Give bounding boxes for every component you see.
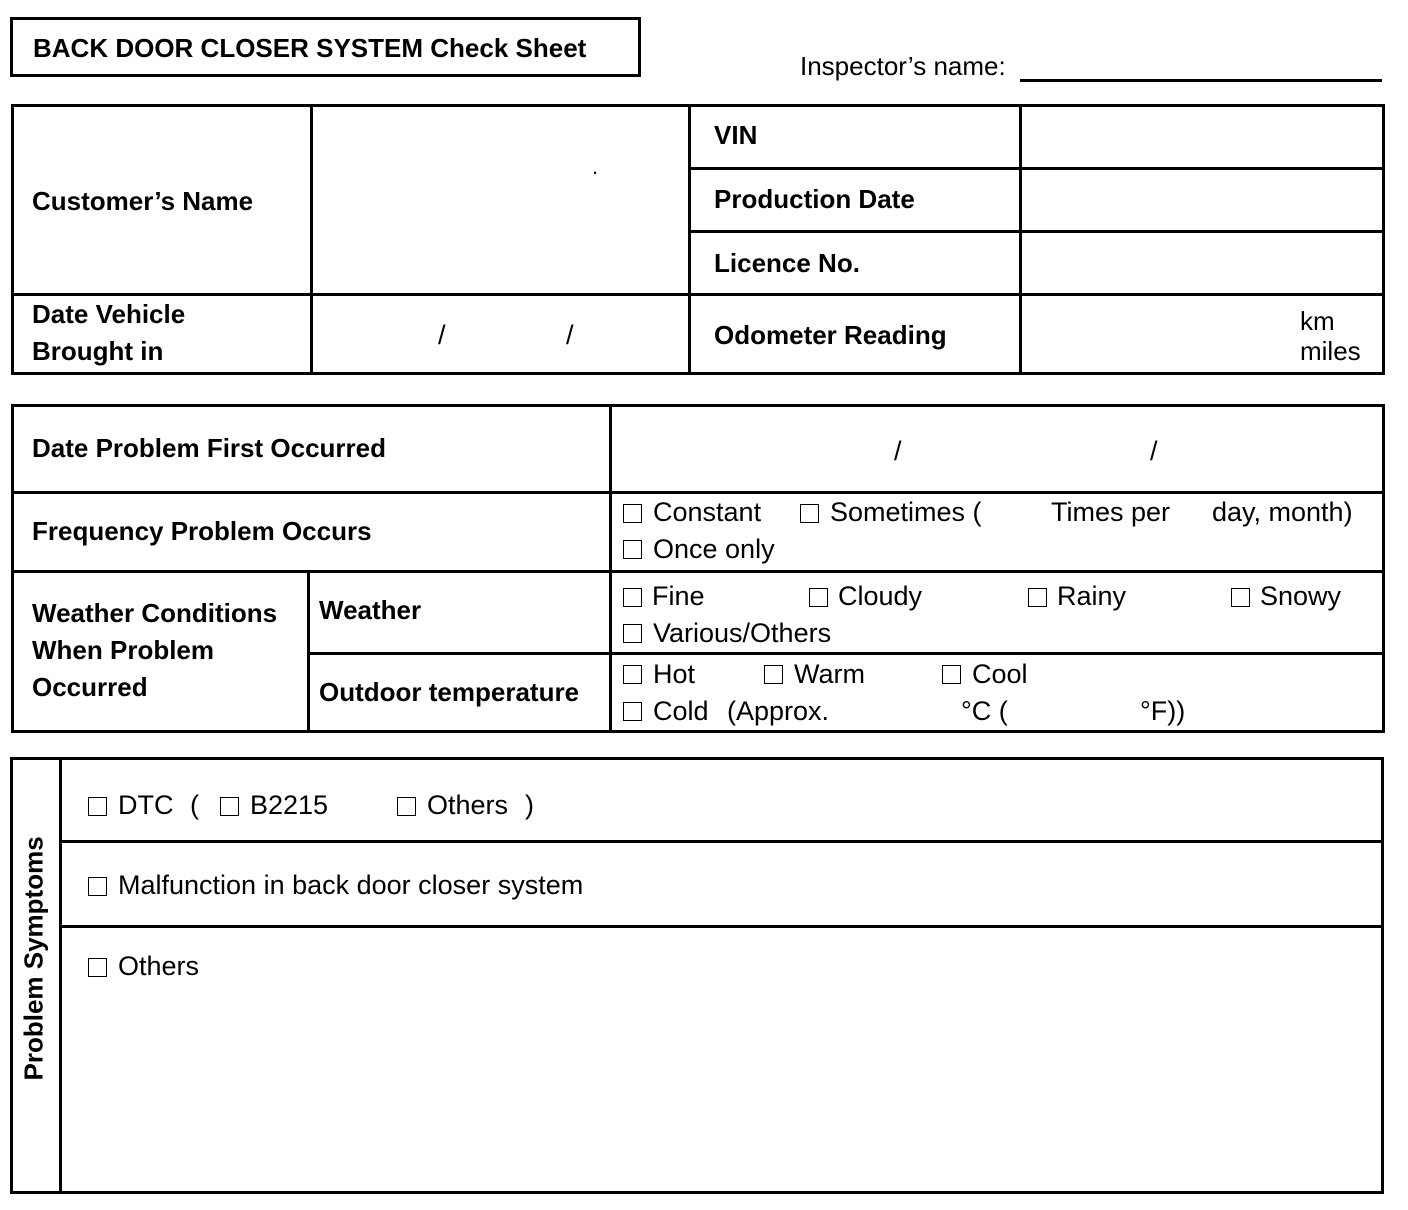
snowy-label: Snowy (1260, 581, 1342, 611)
various-label: Various/Others (653, 618, 832, 648)
dtc-checkbox[interactable] (88, 797, 107, 816)
production-date-label: Production Date (714, 184, 915, 214)
dtc-others-checkbox[interactable] (397, 797, 416, 816)
constant-label: Constant (653, 497, 762, 527)
others-checkbox[interactable] (88, 958, 107, 977)
date-first-occurred-label: Date Problem First Occurred (32, 433, 386, 463)
customer-name-field[interactable] (313, 107, 688, 293)
dtc-label: DTC (118, 790, 174, 820)
stray-mark: . (592, 154, 599, 179)
warm-label: Warm (794, 659, 865, 689)
celsius-label: °C ( (961, 696, 1008, 726)
date-separator: / (1150, 436, 1158, 466)
dtc-paren-close: ) (525, 790, 534, 820)
production-date-field[interactable] (1022, 170, 1382, 230)
fine-checkbox[interactable] (623, 588, 642, 607)
rainy-label: Rainy (1057, 581, 1127, 611)
vin-field[interactable] (1022, 107, 1382, 167)
page-title: BACK DOOR CLOSER SYSTEM Check Sheet (33, 33, 587, 63)
date-separator: / (566, 320, 574, 350)
weather-label: Weather (319, 595, 422, 625)
approx-label: (Approx. (727, 696, 830, 726)
inspector-name-label: Inspector’s name: (800, 51, 1006, 81)
date-separator: / (894, 436, 902, 466)
odometer-field[interactable] (1022, 296, 1292, 372)
cool-checkbox[interactable] (942, 665, 961, 684)
unit-km: km (1300, 306, 1335, 336)
licence-no-label: Licence No. (714, 248, 860, 278)
sometimes-checkbox[interactable] (800, 504, 819, 523)
fahrenheit-label: °F)) (1140, 696, 1186, 726)
frequency-label: Frequency Problem Occurs (32, 516, 372, 546)
cold-label: Cold (653, 696, 709, 726)
hot-checkbox[interactable] (623, 665, 642, 684)
others-description-field[interactable] (62, 990, 1381, 1191)
once-only-label: Once only (653, 534, 775, 564)
weather-conditions-label-line3: Occurred (32, 672, 148, 702)
b2215-checkbox[interactable] (220, 797, 239, 816)
weather-conditions-label-line2: When Problem (32, 635, 215, 665)
warm-checkbox[interactable] (764, 665, 783, 684)
sometimes-label: Sometimes ( (830, 497, 982, 527)
various-checkbox[interactable] (623, 624, 642, 643)
inspector-name-field[interactable] (1020, 79, 1382, 82)
unit-miles: miles (1300, 336, 1361, 366)
customer-name-label: Customer’s Name (32, 186, 254, 216)
rainy-checkbox[interactable] (1028, 588, 1047, 607)
dtc-paren-open: ( (190, 790, 199, 820)
once-only-checkbox[interactable] (623, 540, 642, 559)
snowy-checkbox[interactable] (1231, 588, 1250, 607)
odometer-label: Odometer Reading (714, 320, 947, 350)
cool-label: Cool (972, 659, 1028, 689)
cloudy-label: Cloudy (838, 581, 923, 611)
problem-symptoms-label: Problem Symptoms (18, 836, 49, 1081)
b2215-label: B2215 (250, 790, 329, 820)
cloudy-checkbox[interactable] (809, 588, 828, 607)
date-vehicle-label-line2: Brought in (32, 336, 164, 366)
day-month-label: day, month) (1212, 497, 1353, 527)
date-separator: / (438, 320, 446, 350)
fine-label: Fine (652, 581, 705, 611)
malfunction-label: Malfunction in back door closer system (118, 870, 584, 900)
vin-label: VIN (714, 120, 758, 150)
weather-conditions-label-line1: Weather Conditions (32, 598, 278, 628)
dtc-others-label: Others (427, 790, 509, 820)
licence-no-field[interactable] (1022, 233, 1382, 293)
hot-label: Hot (653, 659, 696, 689)
outdoor-temperature-label: Outdoor temperature (319, 677, 580, 707)
date-vehicle-label-line1: Date Vehicle (32, 299, 186, 329)
constant-checkbox[interactable] (623, 504, 642, 523)
date-vehicle-field[interactable] (313, 296, 688, 372)
malfunction-checkbox[interactable] (88, 877, 107, 896)
date-first-occurred-field[interactable] (612, 407, 1382, 491)
others-label: Others (118, 951, 200, 981)
times-per-label: Times per (1051, 497, 1171, 527)
cold-checkbox[interactable] (623, 702, 642, 721)
